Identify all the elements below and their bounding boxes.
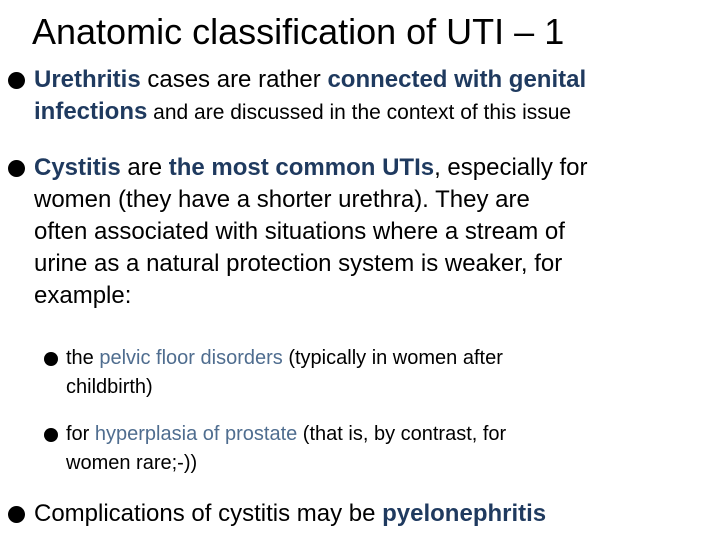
bullet-line [34,64,710,96]
bullet-line [66,420,686,449]
highlight-hyperplasia: hyperplasia of prostate [94,423,298,445]
bullet-line: women rare;-)) [66,452,198,474]
bullet-cystitis [34,152,710,312]
bullet-text: (that is, by contrast, for [297,423,507,445]
bullet-line: example: [34,282,132,309]
bullet-urethritis [34,64,710,129]
subbullet-pelvic-floor [66,344,686,402]
highlight-pyelonephritis: pyelonephritis [382,500,547,527]
bullet-text: for [66,423,95,445]
bullet-dot-icon [44,352,58,366]
slide-title: Anatomic classification of UTI – 1 [32,11,565,52]
bullet-line [34,96,710,129]
bullet-dot-icon [8,160,25,177]
bullet-text: cases are rather [140,66,328,93]
bullet-dot-icon [8,506,25,523]
bullet-complications [34,498,710,530]
highlight-genital: connected with genital [327,66,587,93]
bullet-text: , especially for [434,154,588,181]
bullet-line: women (they have a shorter urethra). They are [34,186,530,213]
highlight-infections: infections [34,98,148,125]
bullet-line [34,498,710,530]
bullet-dot-icon [44,428,58,442]
bullet-line [34,152,710,184]
bullet-line: often associated with situations where a stream of [34,218,565,245]
bullet-line: urine as a natural protection system is weaker, for [34,250,563,277]
bullet-line [66,344,686,373]
bullet-line: childbirth) [66,376,153,398]
bullet-text: Complications of cystitis may be [34,500,383,527]
term-cystitis: Cystitis [34,154,121,181]
highlight-most-common: the most common UTIs [168,154,435,181]
term-urethritis: Urethritis [34,66,141,93]
bullet-text: and are discussed in the context of this issue [147,101,572,124]
bullet-text: the [66,347,100,369]
bullet-text: (typically in women after [282,347,503,369]
bullet-dot-icon [8,72,25,89]
bullet-text: are [120,154,169,181]
subbullet-hyperplasia [66,420,686,478]
highlight-pelvic-floor: pelvic floor disorders [99,347,283,369]
